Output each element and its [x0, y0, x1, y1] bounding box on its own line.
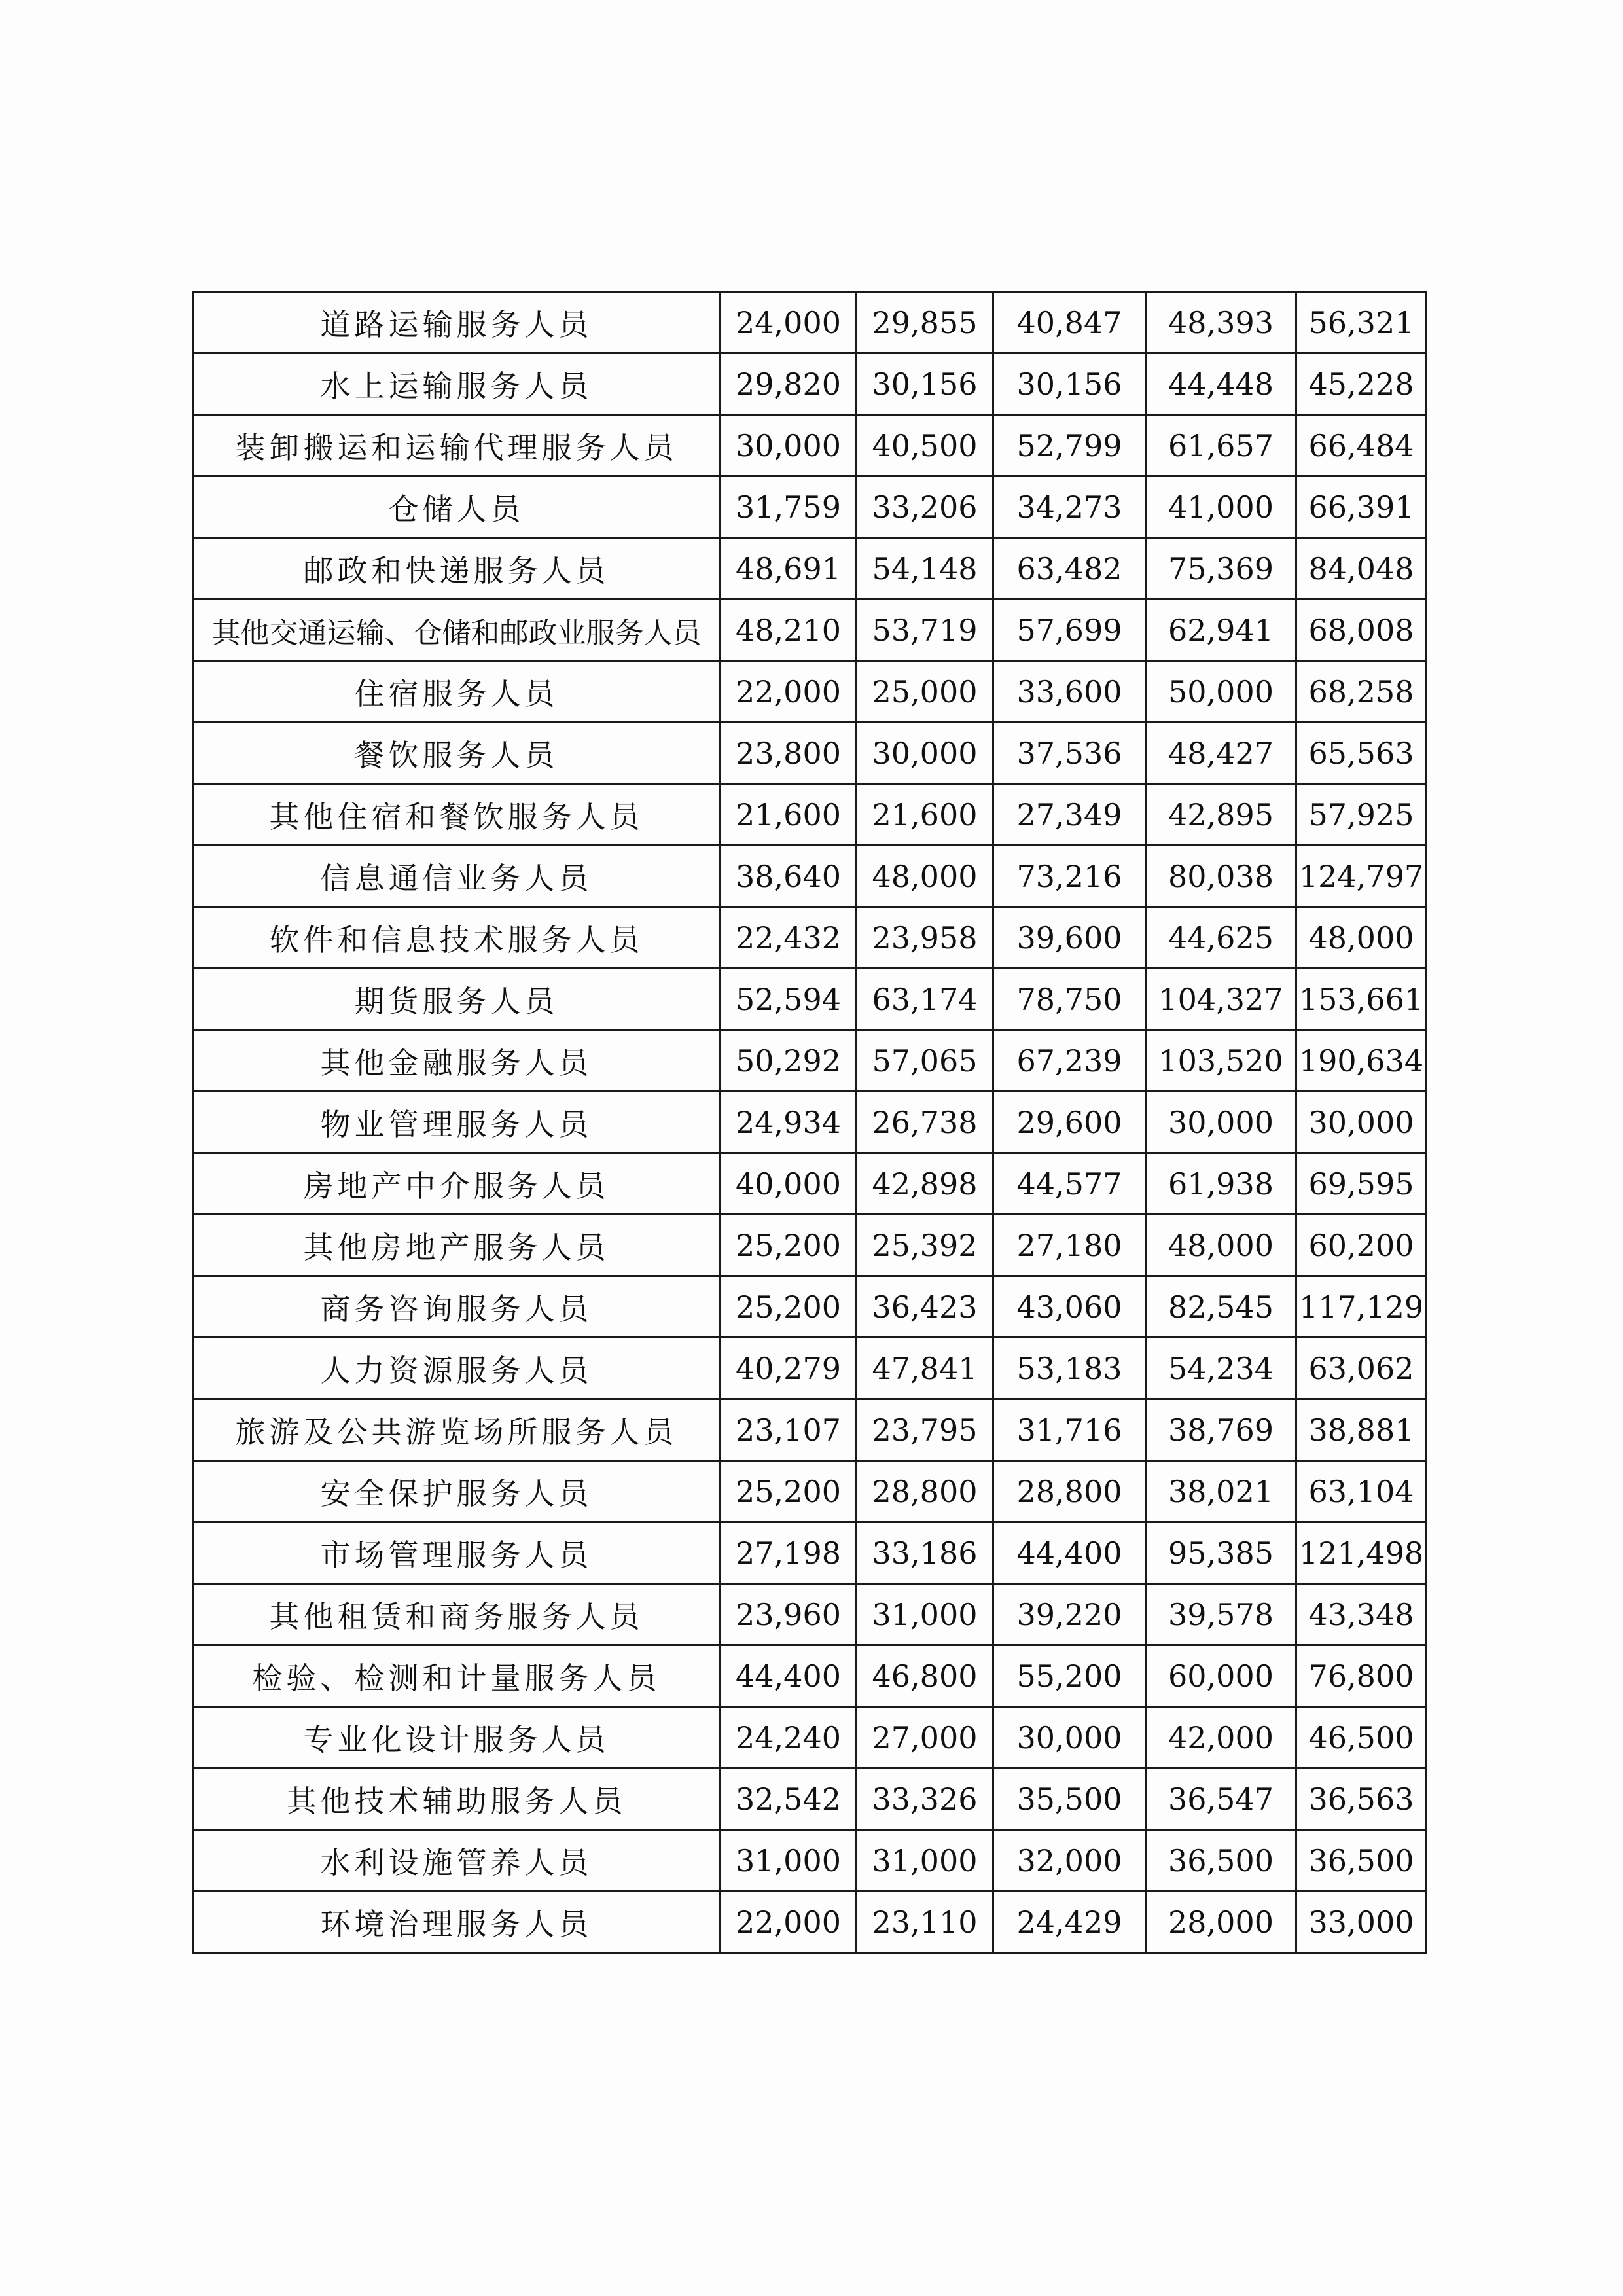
salary-value-cell: 63,062 — [1296, 1338, 1427, 1399]
salary-value-cell: 76,800 — [1296, 1645, 1427, 1707]
table-row — [193, 1707, 1427, 1768]
salary-value-cell: 30,000 — [721, 415, 857, 476]
salary-value-cell: 40,847 — [993, 292, 1146, 353]
salary-value-cell: 31,000 — [721, 1830, 857, 1892]
salary-value-cell: 48,427 — [1146, 723, 1296, 784]
table-body — [193, 292, 1427, 1953]
salary-value-cell: 124,797 — [1296, 846, 1427, 907]
salary-value-cell: 60,000 — [1146, 1645, 1296, 1707]
salary-value-cell: 42,898 — [857, 1153, 993, 1215]
occupation-name-cell: 邮政和快递服务人员 — [193, 538, 721, 600]
occupation-name-cell: 专业化设计服务人员 — [193, 1707, 721, 1768]
occupation-name-cell: 其他住宿和餐饮服务人员 — [193, 784, 721, 846]
salary-value-cell: 43,348 — [1296, 1584, 1427, 1645]
salary-value-cell: 121,498 — [1296, 1522, 1427, 1584]
salary-value-cell: 24,429 — [993, 1892, 1146, 1953]
salary-value-cell: 47,841 — [857, 1338, 993, 1399]
salary-value-cell: 52,799 — [993, 415, 1146, 476]
occupation-name-cell: 住宿服务人员 — [193, 661, 721, 723]
salary-value-cell: 27,000 — [857, 1707, 993, 1768]
occupation-name-cell: 环境治理服务人员 — [193, 1892, 721, 1953]
occupation-name-cell: 装卸搬运和运输代理服务人员 — [193, 415, 721, 476]
occupation-name-cell: 物业管理服务人员 — [193, 1092, 721, 1153]
salary-value-cell: 29,600 — [993, 1092, 1146, 1153]
salary-value-cell: 57,065 — [857, 1030, 993, 1092]
salary-value-cell: 32,000 — [993, 1830, 1146, 1892]
table-row — [193, 1768, 1427, 1830]
occupation-name-cell: 其他租赁和商务服务人员 — [193, 1584, 721, 1645]
salary-value-cell: 23,800 — [721, 723, 857, 784]
salary-value-cell: 33,206 — [857, 476, 993, 538]
salary-value-cell: 36,423 — [857, 1276, 993, 1338]
salary-value-cell: 63,482 — [993, 538, 1146, 600]
salary-value-cell: 48,000 — [1146, 1215, 1296, 1276]
salary-value-cell: 27,349 — [993, 784, 1146, 846]
occupation-name-cell: 商务咨询服务人员 — [193, 1276, 721, 1338]
occupation-name-cell: 仓储人员 — [193, 476, 721, 538]
salary-value-cell: 75,369 — [1146, 538, 1296, 600]
salary-value-cell: 65,563 — [1296, 723, 1427, 784]
table-row — [193, 846, 1427, 907]
salary-value-cell: 57,925 — [1296, 784, 1427, 846]
salary-value-cell: 66,484 — [1296, 415, 1427, 476]
table-row — [193, 1892, 1427, 1953]
salary-value-cell: 35,500 — [993, 1768, 1146, 1830]
salary-value-cell: 80,038 — [1146, 846, 1296, 907]
table-row — [193, 1153, 1427, 1215]
table-row — [193, 600, 1427, 661]
table-row — [193, 1584, 1427, 1645]
salary-value-cell: 33,600 — [993, 661, 1146, 723]
salary-value-cell: 23,960 — [721, 1584, 857, 1645]
salary-value-cell: 44,400 — [721, 1645, 857, 1707]
salary-value-cell: 36,500 — [1146, 1830, 1296, 1892]
occupation-name-cell: 信息通信业务人员 — [193, 846, 721, 907]
salary-value-cell: 25,000 — [857, 661, 993, 723]
salary-value-cell: 41,000 — [1146, 476, 1296, 538]
salary-value-cell: 32,542 — [721, 1768, 857, 1830]
salary-value-cell: 104,327 — [1146, 969, 1296, 1030]
salary-value-cell: 62,941 — [1146, 600, 1296, 661]
table-row — [193, 1461, 1427, 1522]
salary-value-cell: 24,240 — [721, 1707, 857, 1768]
table-row — [193, 1092, 1427, 1153]
salary-value-cell: 30,000 — [1296, 1092, 1427, 1153]
salary-value-cell: 82,545 — [1146, 1276, 1296, 1338]
salary-value-cell: 48,000 — [857, 846, 993, 907]
salary-value-cell: 31,000 — [857, 1584, 993, 1645]
table-row — [193, 353, 1427, 415]
salary-value-cell: 63,104 — [1296, 1461, 1427, 1522]
salary-value-cell: 40,279 — [721, 1338, 857, 1399]
salary-value-cell: 53,719 — [857, 600, 993, 661]
salary-value-cell: 66,391 — [1296, 476, 1427, 538]
salary-value-cell: 36,500 — [1296, 1830, 1427, 1892]
salary-value-cell: 103,520 — [1146, 1030, 1296, 1092]
occupation-name-cell: 其他房地产服务人员 — [193, 1215, 721, 1276]
table-row — [193, 969, 1427, 1030]
occupation-name-cell: 旅游及公共游览场所服务人员 — [193, 1399, 721, 1461]
salary-value-cell: 67,239 — [993, 1030, 1146, 1092]
salary-value-cell: 38,881 — [1296, 1399, 1427, 1461]
occupation-name-cell: 其他交通运输、仓储和邮政业服务人员 — [193, 600, 721, 661]
occupation-name-cell: 其他金融服务人员 — [193, 1030, 721, 1092]
salary-value-cell: 61,938 — [1146, 1153, 1296, 1215]
occupation-name-cell: 检验、检测和计量服务人员 — [193, 1645, 721, 1707]
table-row — [193, 1338, 1427, 1399]
salary-value-cell: 30,000 — [993, 1707, 1146, 1768]
salary-value-cell: 36,547 — [1146, 1768, 1296, 1830]
salary-value-cell: 25,200 — [721, 1215, 857, 1276]
salary-table — [192, 291, 1427, 1954]
salary-value-cell: 25,200 — [721, 1276, 857, 1338]
occupation-name-cell: 餐饮服务人员 — [193, 723, 721, 784]
salary-value-cell: 50,000 — [1146, 661, 1296, 723]
occupation-name-cell: 期货服务人员 — [193, 969, 721, 1030]
salary-value-cell: 54,148 — [857, 538, 993, 600]
occupation-name-cell: 其他技术辅助服务人员 — [193, 1768, 721, 1830]
salary-value-cell: 34,273 — [993, 476, 1146, 538]
salary-value-cell: 46,500 — [1296, 1707, 1427, 1768]
salary-value-cell: 69,595 — [1296, 1153, 1427, 1215]
table-row — [193, 1276, 1427, 1338]
table-row — [193, 415, 1427, 476]
table-row — [193, 1522, 1427, 1584]
salary-value-cell: 57,699 — [993, 600, 1146, 661]
salary-value-cell: 21,600 — [857, 784, 993, 846]
salary-value-cell: 22,000 — [721, 661, 857, 723]
table-row — [193, 292, 1427, 353]
salary-value-cell: 55,200 — [993, 1645, 1146, 1707]
salary-value-cell: 22,000 — [721, 1892, 857, 1953]
salary-value-cell: 28,000 — [1146, 1892, 1296, 1953]
occupation-name-cell: 道路运输服务人员 — [193, 292, 721, 353]
salary-value-cell: 26,738 — [857, 1092, 993, 1153]
salary-value-cell: 23,795 — [857, 1399, 993, 1461]
salary-value-cell: 27,180 — [993, 1215, 1146, 1276]
salary-value-cell: 23,110 — [857, 1892, 993, 1953]
salary-value-cell: 50,292 — [721, 1030, 857, 1092]
salary-value-cell: 24,934 — [721, 1092, 857, 1153]
salary-value-cell: 42,895 — [1146, 784, 1296, 846]
salary-value-cell: 63,174 — [857, 969, 993, 1030]
salary-value-cell: 28,800 — [993, 1461, 1146, 1522]
salary-value-cell: 30,000 — [1146, 1092, 1296, 1153]
occupation-name-cell: 房地产中介服务人员 — [193, 1153, 721, 1215]
salary-value-cell: 27,198 — [721, 1522, 857, 1584]
salary-value-cell: 117,129 — [1296, 1276, 1427, 1338]
salary-value-cell: 31,000 — [857, 1830, 993, 1892]
salary-value-cell: 23,958 — [857, 907, 993, 969]
salary-value-cell: 28,800 — [857, 1461, 993, 1522]
salary-value-cell: 30,156 — [857, 353, 993, 415]
salary-value-cell: 23,107 — [721, 1399, 857, 1461]
salary-value-cell: 46,800 — [857, 1645, 993, 1707]
table-row — [193, 661, 1427, 723]
table-row — [193, 784, 1427, 846]
salary-value-cell: 29,855 — [857, 292, 993, 353]
table-row — [193, 723, 1427, 784]
salary-value-cell: 31,759 — [721, 476, 857, 538]
occupation-name-cell: 安全保护服务人员 — [193, 1461, 721, 1522]
salary-value-cell: 25,200 — [721, 1461, 857, 1522]
table-row — [193, 538, 1427, 600]
salary-value-cell: 153,661 — [1296, 969, 1427, 1030]
salary-value-cell: 38,640 — [721, 846, 857, 907]
salary-value-cell: 68,008 — [1296, 600, 1427, 661]
salary-value-cell: 37,536 — [993, 723, 1146, 784]
salary-value-cell: 56,321 — [1296, 292, 1427, 353]
salary-value-cell: 45,228 — [1296, 353, 1427, 415]
salary-value-cell: 44,625 — [1146, 907, 1296, 969]
salary-value-cell: 33,326 — [857, 1768, 993, 1830]
occupation-name-cell: 人力资源服务人员 — [193, 1338, 721, 1399]
salary-value-cell: 61,657 — [1146, 415, 1296, 476]
salary-value-cell: 43,060 — [993, 1276, 1146, 1338]
table-row — [193, 1399, 1427, 1461]
table-row — [193, 476, 1427, 538]
salary-value-cell: 60,200 — [1296, 1215, 1427, 1276]
salary-value-cell: 95,385 — [1146, 1522, 1296, 1584]
table-row — [193, 1215, 1427, 1276]
salary-value-cell: 68,258 — [1296, 661, 1427, 723]
salary-value-cell: 44,448 — [1146, 353, 1296, 415]
salary-value-cell: 38,021 — [1146, 1461, 1296, 1522]
salary-value-cell: 78,750 — [993, 969, 1146, 1030]
salary-value-cell: 73,216 — [993, 846, 1146, 907]
salary-value-cell: 84,048 — [1296, 538, 1427, 600]
salary-value-cell: 36,563 — [1296, 1768, 1427, 1830]
salary-value-cell: 30,000 — [857, 723, 993, 784]
salary-value-cell: 53,183 — [993, 1338, 1146, 1399]
salary-value-cell: 54,234 — [1146, 1338, 1296, 1399]
salary-value-cell: 31,716 — [993, 1399, 1146, 1461]
salary-value-cell: 22,432 — [721, 907, 857, 969]
salary-value-cell: 24,000 — [721, 292, 857, 353]
salary-value-cell: 190,634 — [1296, 1030, 1427, 1092]
salary-value-cell: 40,500 — [857, 415, 993, 476]
salary-value-cell: 52,594 — [721, 969, 857, 1030]
salary-value-cell: 44,577 — [993, 1153, 1146, 1215]
salary-value-cell: 39,600 — [993, 907, 1146, 969]
salary-value-cell: 39,220 — [993, 1584, 1146, 1645]
salary-value-cell: 38,769 — [1146, 1399, 1296, 1461]
table-row — [193, 1030, 1427, 1092]
salary-value-cell: 33,000 — [1296, 1892, 1427, 1953]
occupation-name-cell: 软件和信息技术服务人员 — [193, 907, 721, 969]
table-row — [193, 1645, 1427, 1707]
salary-value-cell: 30,156 — [993, 353, 1146, 415]
salary-value-cell: 42,000 — [1146, 1707, 1296, 1768]
salary-value-cell: 39,578 — [1146, 1584, 1296, 1645]
salary-value-cell: 29,820 — [721, 353, 857, 415]
salary-value-cell: 25,392 — [857, 1215, 993, 1276]
salary-value-cell: 48,691 — [721, 538, 857, 600]
salary-value-cell: 44,400 — [993, 1522, 1146, 1584]
salary-value-cell: 33,186 — [857, 1522, 993, 1584]
salary-value-cell: 48,393 — [1146, 292, 1296, 353]
table-row — [193, 907, 1427, 969]
occupation-name-cell: 水利设施管养人员 — [193, 1830, 721, 1892]
salary-value-cell: 21,600 — [721, 784, 857, 846]
salary-value-cell: 48,210 — [721, 600, 857, 661]
salary-value-cell: 48,000 — [1296, 907, 1427, 969]
occupation-name-cell: 水上运输服务人员 — [193, 353, 721, 415]
table-row — [193, 1830, 1427, 1892]
occupation-name-cell: 市场管理服务人员 — [193, 1522, 721, 1584]
salary-value-cell: 40,000 — [721, 1153, 857, 1215]
